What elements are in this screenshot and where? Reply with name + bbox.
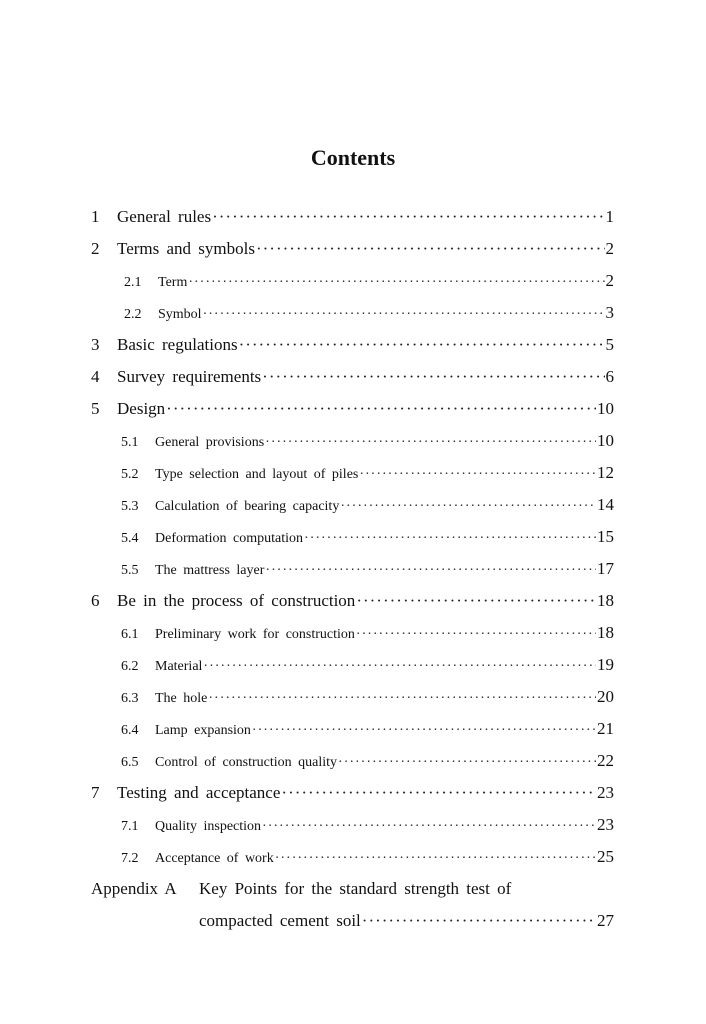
toc-label: The hole <box>155 691 208 706</box>
leader-dots <box>265 430 596 454</box>
leader-dots <box>356 588 596 614</box>
toc-page-number: 5 <box>605 335 614 354</box>
toc-number: 2 <box>91 239 100 258</box>
leader-dots <box>281 780 596 806</box>
leader-dots <box>338 750 596 774</box>
toc-page-number: 3 <box>605 303 614 322</box>
toc-number: 6.3 <box>121 691 139 706</box>
toc-entry-2[interactable] <box>91 236 614 262</box>
toc-number: 7 <box>91 783 100 802</box>
toc-number: 6.5 <box>121 755 139 770</box>
leader-dots <box>356 622 596 646</box>
toc-entry-7-1[interactable] <box>121 812 614 838</box>
toc-number: 6.1 <box>121 627 139 642</box>
leader-dots <box>362 908 596 934</box>
leader-dots <box>239 332 605 358</box>
leader-dots <box>252 718 596 742</box>
toc-entry-3[interactable] <box>91 332 614 358</box>
toc-page-number: 15 <box>597 527 614 546</box>
toc-page-number: 17 <box>597 559 614 578</box>
toc-entry-1[interactable] <box>91 204 614 230</box>
toc-page-number: 2 <box>605 271 614 290</box>
toc-page-number: 23 <box>597 783 614 802</box>
toc-page-number: 22 <box>597 751 614 770</box>
page-title: Contents <box>310 145 396 170</box>
toc-appendix-a-line2[interactable] <box>199 908 614 934</box>
toc-entry-5-2[interactable] <box>121 460 614 486</box>
toc-label: Term <box>158 275 188 290</box>
toc-page-number: 20 <box>597 687 614 706</box>
toc-label: Material <box>155 659 203 674</box>
toc-entry-2-1[interactable] <box>124 268 614 294</box>
toc-number: 5.3 <box>121 499 139 514</box>
leader-dots <box>262 364 604 390</box>
toc-page-number: 23 <box>597 815 614 834</box>
toc-entry-2-2[interactable] <box>124 300 614 326</box>
toc-number: 7.1 <box>121 819 139 834</box>
toc-label: Basic regulations <box>117 335 238 354</box>
toc-label: Acceptance of work <box>155 851 274 866</box>
toc-label: Survey requirements <box>117 367 262 386</box>
leader-dots <box>304 526 596 550</box>
toc-label: Testing and acceptance <box>117 783 281 802</box>
toc-page-number: 2 <box>605 239 614 258</box>
appendix-title-line2: compacted cement soil <box>199 911 361 930</box>
toc-label: Symbol <box>158 307 202 322</box>
toc-label: Type selection and layout of piles <box>155 467 359 482</box>
toc-label: Lamp expansion <box>155 723 251 738</box>
leader-dots <box>256 236 605 262</box>
toc-entry-5-4[interactable] <box>121 524 614 550</box>
toc-page-number: 10 <box>597 399 614 418</box>
appendix-label: Appendix A <box>91 879 177 898</box>
toc-number: 5.1 <box>121 435 139 450</box>
toc-number: 2.2 <box>124 307 142 322</box>
leader-dots <box>265 558 596 582</box>
toc-number: 6 <box>91 591 100 610</box>
leader-dots <box>275 846 596 870</box>
toc-label: Design <box>117 399 166 418</box>
toc-entry-6-1[interactable] <box>121 620 614 646</box>
toc-number: 5.5 <box>121 563 139 578</box>
leader-dots <box>203 302 605 326</box>
toc-entry-5-1[interactable] <box>121 428 614 454</box>
toc-appendix-a[interactable] <box>91 876 511 902</box>
leader-dots <box>262 814 596 838</box>
toc-label: Calculation of bearing capacity <box>155 499 340 514</box>
leader-dots <box>212 204 604 230</box>
toc-entry-6-4[interactable] <box>121 716 614 742</box>
toc-page-number: 21 <box>597 719 614 738</box>
toc-number: 1 <box>91 207 100 226</box>
toc-entry-4[interactable] <box>91 364 614 390</box>
leader-dots <box>340 494 596 518</box>
toc-number: 4 <box>91 367 100 386</box>
toc-entry-6[interactable] <box>91 588 614 614</box>
toc-label: Preliminary work for construction <box>155 627 355 642</box>
leader-dots <box>203 654 596 678</box>
toc-label: The mattress layer <box>155 563 265 578</box>
toc-number: 6.4 <box>121 723 139 738</box>
toc-page-number: 6 <box>605 367 614 386</box>
toc-page-number: 19 <box>597 655 614 674</box>
toc-label: General rules <box>117 207 212 226</box>
leader-dots <box>188 270 604 294</box>
toc-label: Be in the process of construction <box>117 591 356 610</box>
toc-entry-7-2[interactable] <box>121 844 614 870</box>
toc-entry-6-2[interactable] <box>121 652 614 678</box>
toc-number: 5.4 <box>121 531 139 546</box>
toc-number: 5 <box>91 399 100 418</box>
leader-dots <box>166 396 596 422</box>
toc-entry-7[interactable] <box>91 780 614 806</box>
toc-entry-6-5[interactable] <box>121 748 614 774</box>
toc-page-number: 10 <box>597 431 614 450</box>
toc-number: 5.2 <box>121 467 139 482</box>
toc-label: General provisions <box>155 435 265 450</box>
appendix-title-line1: Key Points for the standard strength test of <box>199 879 512 898</box>
toc-number: 3 <box>91 335 100 354</box>
toc-entry-5-5[interactable] <box>121 556 614 582</box>
leader-dots <box>208 686 596 710</box>
toc-entry-5[interactable] <box>91 396 614 422</box>
toc-page-number: 27 <box>597 911 614 930</box>
toc-page-number: 25 <box>597 847 614 866</box>
toc-label: Terms and symbols <box>117 239 255 258</box>
toc-number: 7.2 <box>121 851 139 866</box>
toc-page-number: 18 <box>597 623 614 642</box>
toc-label: Quality inspection <box>155 819 262 834</box>
toc-entry-5-3[interactable] <box>121 492 614 518</box>
toc-label: Deformation computation <box>155 531 304 546</box>
toc-page-number: 1 <box>605 207 614 226</box>
leader-dots <box>359 462 596 486</box>
toc-number: 2.1 <box>124 275 142 290</box>
toc-entry-6-3[interactable] <box>121 684 614 710</box>
toc-page-number: 12 <box>597 463 614 482</box>
toc-page-number: 14 <box>597 495 614 514</box>
toc-label: Control of construction quality <box>155 755 338 770</box>
toc-number: 6.2 <box>121 659 139 674</box>
toc-page-number: 18 <box>597 591 614 610</box>
